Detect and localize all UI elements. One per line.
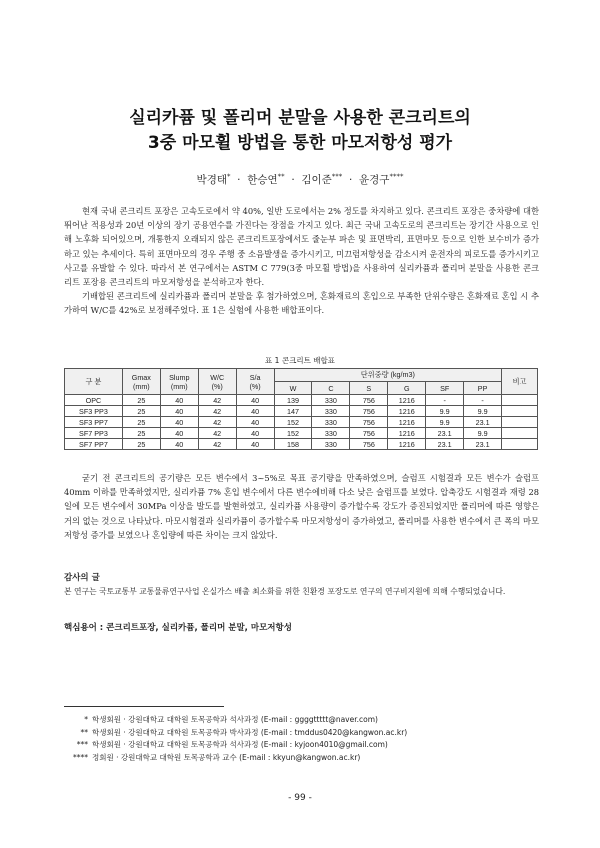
table-header-wc: W/C (%) [198,369,236,395]
table-cell: 23.1 [464,439,502,450]
table-cell: 330 [312,428,350,439]
author-separator: · [348,174,353,186]
table-subheader: G [388,382,426,395]
table-cell: 40 [160,417,198,428]
table-cell: 42 [198,406,236,417]
author-mark: **** [389,172,404,181]
mix-proportion-table [64,368,538,450]
table-cell: 1216 [388,395,426,406]
table-cell: 1216 [388,406,426,417]
table-header-unit-weight: 단위중량 (kg/m3) [274,369,501,382]
table-cell: 1216 [388,417,426,428]
table-cell: 25 [122,439,160,450]
table-cell-remarks [502,406,538,417]
intro-paragraph: 기배합된 콘크리트에 실리카퓸과 폴리머 분말을 후 첨가하였으며, 혼화재료의 혼입으로 부족한 단위수량은 혼화재료 혼입 시 추가하여 W/C를 42%로 보정해주었다. 표 1은 실험에 사용한 배합표이다. [64,291,539,316]
author-list [0,172,600,187]
table-cell: 40 [160,406,198,417]
table-cell: 756 [350,439,388,450]
footnote-mark: **** [73,752,88,762]
table-cell: 9.9 [464,406,502,417]
table-cell: 40 [236,439,274,450]
footnotes [64,714,407,764]
table-row [65,428,538,439]
table-caption: 표 1 콘크리트 배합표 [265,356,335,365]
table-row-label: OPC [65,395,123,406]
table-cell: 756 [350,395,388,406]
author-name: 윤경구 [359,174,390,186]
author-mark: *** [331,172,343,181]
table-cell: 152 [274,417,312,428]
table-row [65,417,538,428]
table-row [65,395,538,406]
table-cell: 1216 [388,439,426,450]
table-cell: 756 [350,428,388,439]
keywords: 핵심용어 : 콘크리트포장, 실리카퓸, 폴리머 분말, 마모저항성 [64,623,292,633]
table-cell: 152 [274,428,312,439]
table-subheader: S [350,382,388,395]
results-paragraph: 굳기 전 콘크리트의 공기량은 모든 변수에서 3~5%로 목표 공기량을 만족하였으며, 슬럼프 시험결과 모든 변수가 슬럼프 40mm 이하를 만족하였지만, 실리카퓸 7% 혼입 변수에서 다른 변수에비해 다소 낮은 슬럼프를 보였다. 압축강도 시험결과 재령 28일에 모든 변수에서 30MPa 이상을 발도를 발현하였고, 실리카퓸 사용량이 증가할수록 강도가 증진되었지만 폴리머에 따른 영향은 거의 없는 것으로 나타났다. 마모시험결과 실리카퓸이 증가할수록 마모저항성이 증가하였고, 폴리머를 사용한 변수에서 큰 폭의 마모저항성 증가를 보였으나 혼입량에 따른 차이는 크지 않았다. [64,473,540,540]
acknowledgement-text: 본 연구는 국토교통부 교통물류연구사업 온실가스 배출 최소화를 위한 친환경 포장도로 연구의 연구비지원에 의해 수행되었습니다. [64,587,506,596]
table-row [65,406,538,417]
table-cell: 25 [122,406,160,417]
table-cell: 25 [122,395,160,406]
table-cell-remarks [502,428,538,439]
table-cell: 9.9 [464,428,502,439]
table-row [65,439,538,450]
page-number: - 99 - [288,793,312,803]
footnote-text: 학생회원 · 강원대학교 대학원 토목공학과 박사과정 (E-mail : tmddus0420@kangwon.ac.kr) [92,727,408,737]
table-cell: 23.1 [426,428,464,439]
footnote-mark: ** [80,727,88,737]
table-cell: 42 [198,428,236,439]
author-mark: * [226,172,231,181]
footnote-divider [64,706,224,707]
table-subheader: PP [464,382,502,395]
author-name: 김이준 [301,174,332,186]
table-cell: 330 [312,439,350,450]
table-header-remarks: 비고 [502,369,538,395]
author-name: 한승연 [247,174,278,186]
table-cell: 23.1 [426,439,464,450]
footnote-item [64,752,407,765]
table-cell: 330 [312,417,350,428]
table-cell: 158 [274,439,312,450]
author-name: 박경태 [196,174,227,186]
table-cell: 40 [160,428,198,439]
table-cell: 139 [274,395,312,406]
table-cell: 42 [198,417,236,428]
table-row-label: SF7 PP3 [65,428,123,439]
acknowledgement-heading: 감사의 글 [64,573,100,583]
table-header-sa: S/a (%) [236,369,274,395]
table-cell: - [426,395,464,406]
table-cell: 330 [312,406,350,417]
footnote-mark: *** [76,740,88,749]
footnote-text: 학생회원 · 강원대학교 대학원 토목공학과 석사과정 (E-mail : ggggttttt@naver.com) [92,715,378,724]
intro-paragraph: 현재 국내 콘크리트 포장은 고속도로에서 약 40%, 일반 도로에서는 2% 정도를 차지하고 있다. 콘크리트 포장은 중차량에 대한 뛰어난 적용성과 20년 이상의 장기 공용연수를 가진다는 장점을 가지고 있다. 최근 국내 고속도로의 콘크리트는 장기간 사용으로 인해 노후화 되어있으며, 개통한지 오래되지 않은 콘크리트포장에서도 줄눈부 파손 및 표면박리, 표면마모 등으로 인한 보수비가 증가하고 있는 추세이다. 특히 표면마모의 경우 주행 중 소음발생을 증가시키고, 미끄럼저항성을 감소시켜 운전자의 피로도를 증가시키고 사고를 유발할 수 있다. 따라서 본 연구에서는 ASTM C 779(3중 마모휠 방법)을 사용하여 실리카퓸과 폴리머 분말을 사용한 콘크리트 포장용 콘크리트의 마모저항성을 분석하고자 한다. [64,206,540,288]
results-section [64,471,539,542]
table-cell: 9.9 [426,417,464,428]
table-cell: 40 [160,395,198,406]
table-subheader: SF [426,382,464,395]
footnote-item [64,714,407,727]
table-cell: 25 [122,428,160,439]
table-cell: 330 [312,395,350,406]
table-cell: 756 [350,417,388,428]
footnote-text: 정회원 · 강원대학교 대학원 토목공학과 교수 (E-mail : kkyun@kangwon.ac.kr) [92,752,361,762]
table-header-division: 구 분 [65,369,123,395]
table-cell: 147 [274,406,312,417]
table-cell: 40 [236,428,274,439]
footnote-item [64,727,407,740]
table-cell: 756 [350,406,388,417]
author-separator: · [291,174,295,186]
table-cell-remarks [502,417,538,428]
author-mark: ** [277,172,285,181]
table-row-label: SF7 PP7 [65,439,123,450]
table-header-gmax: Gmax (mm) [122,369,160,395]
table-header-slump: Slump (mm) [160,369,198,395]
footnote-text: 학생회원 · 강원대학교 대학원 토목공학과 석사과정 (E-mail : kyjoon4010@gmail.com) [92,740,388,749]
table-cell: 40 [160,439,198,450]
author-separator: · [237,174,241,186]
table-row-label: SF3 PP7 [65,417,123,428]
footnote-item [64,739,407,752]
introduction-section [64,204,539,318]
paper-title-line-1: 실리카퓸 및 폴리머 분말을 사용한 콘크리트의 [129,108,471,128]
table-cell: 25 [122,417,160,428]
table-cell: 1216 [388,428,426,439]
table-cell-remarks [502,395,538,406]
table-cell: 40 [236,395,274,406]
table-cell: 40 [236,417,274,428]
table-cell-remarks [502,439,538,450]
table-cell: 23.1 [464,417,502,428]
table-row-label: SF3 PP3 [65,406,123,417]
table-cell: 42 [198,395,236,406]
table-cell: 42 [198,439,236,450]
footnote-mark: * [84,715,88,724]
table-subheader: C [312,382,350,395]
table-cell: 40 [236,406,274,417]
table-subheader: W [274,382,312,395]
paper-title-line-2: 3중 마모휠 방법을 통한 마모저항성 평가 [147,133,453,153]
table-cell: 9.9 [426,406,464,417]
table-cell: - [464,395,502,406]
table-body [65,395,538,450]
